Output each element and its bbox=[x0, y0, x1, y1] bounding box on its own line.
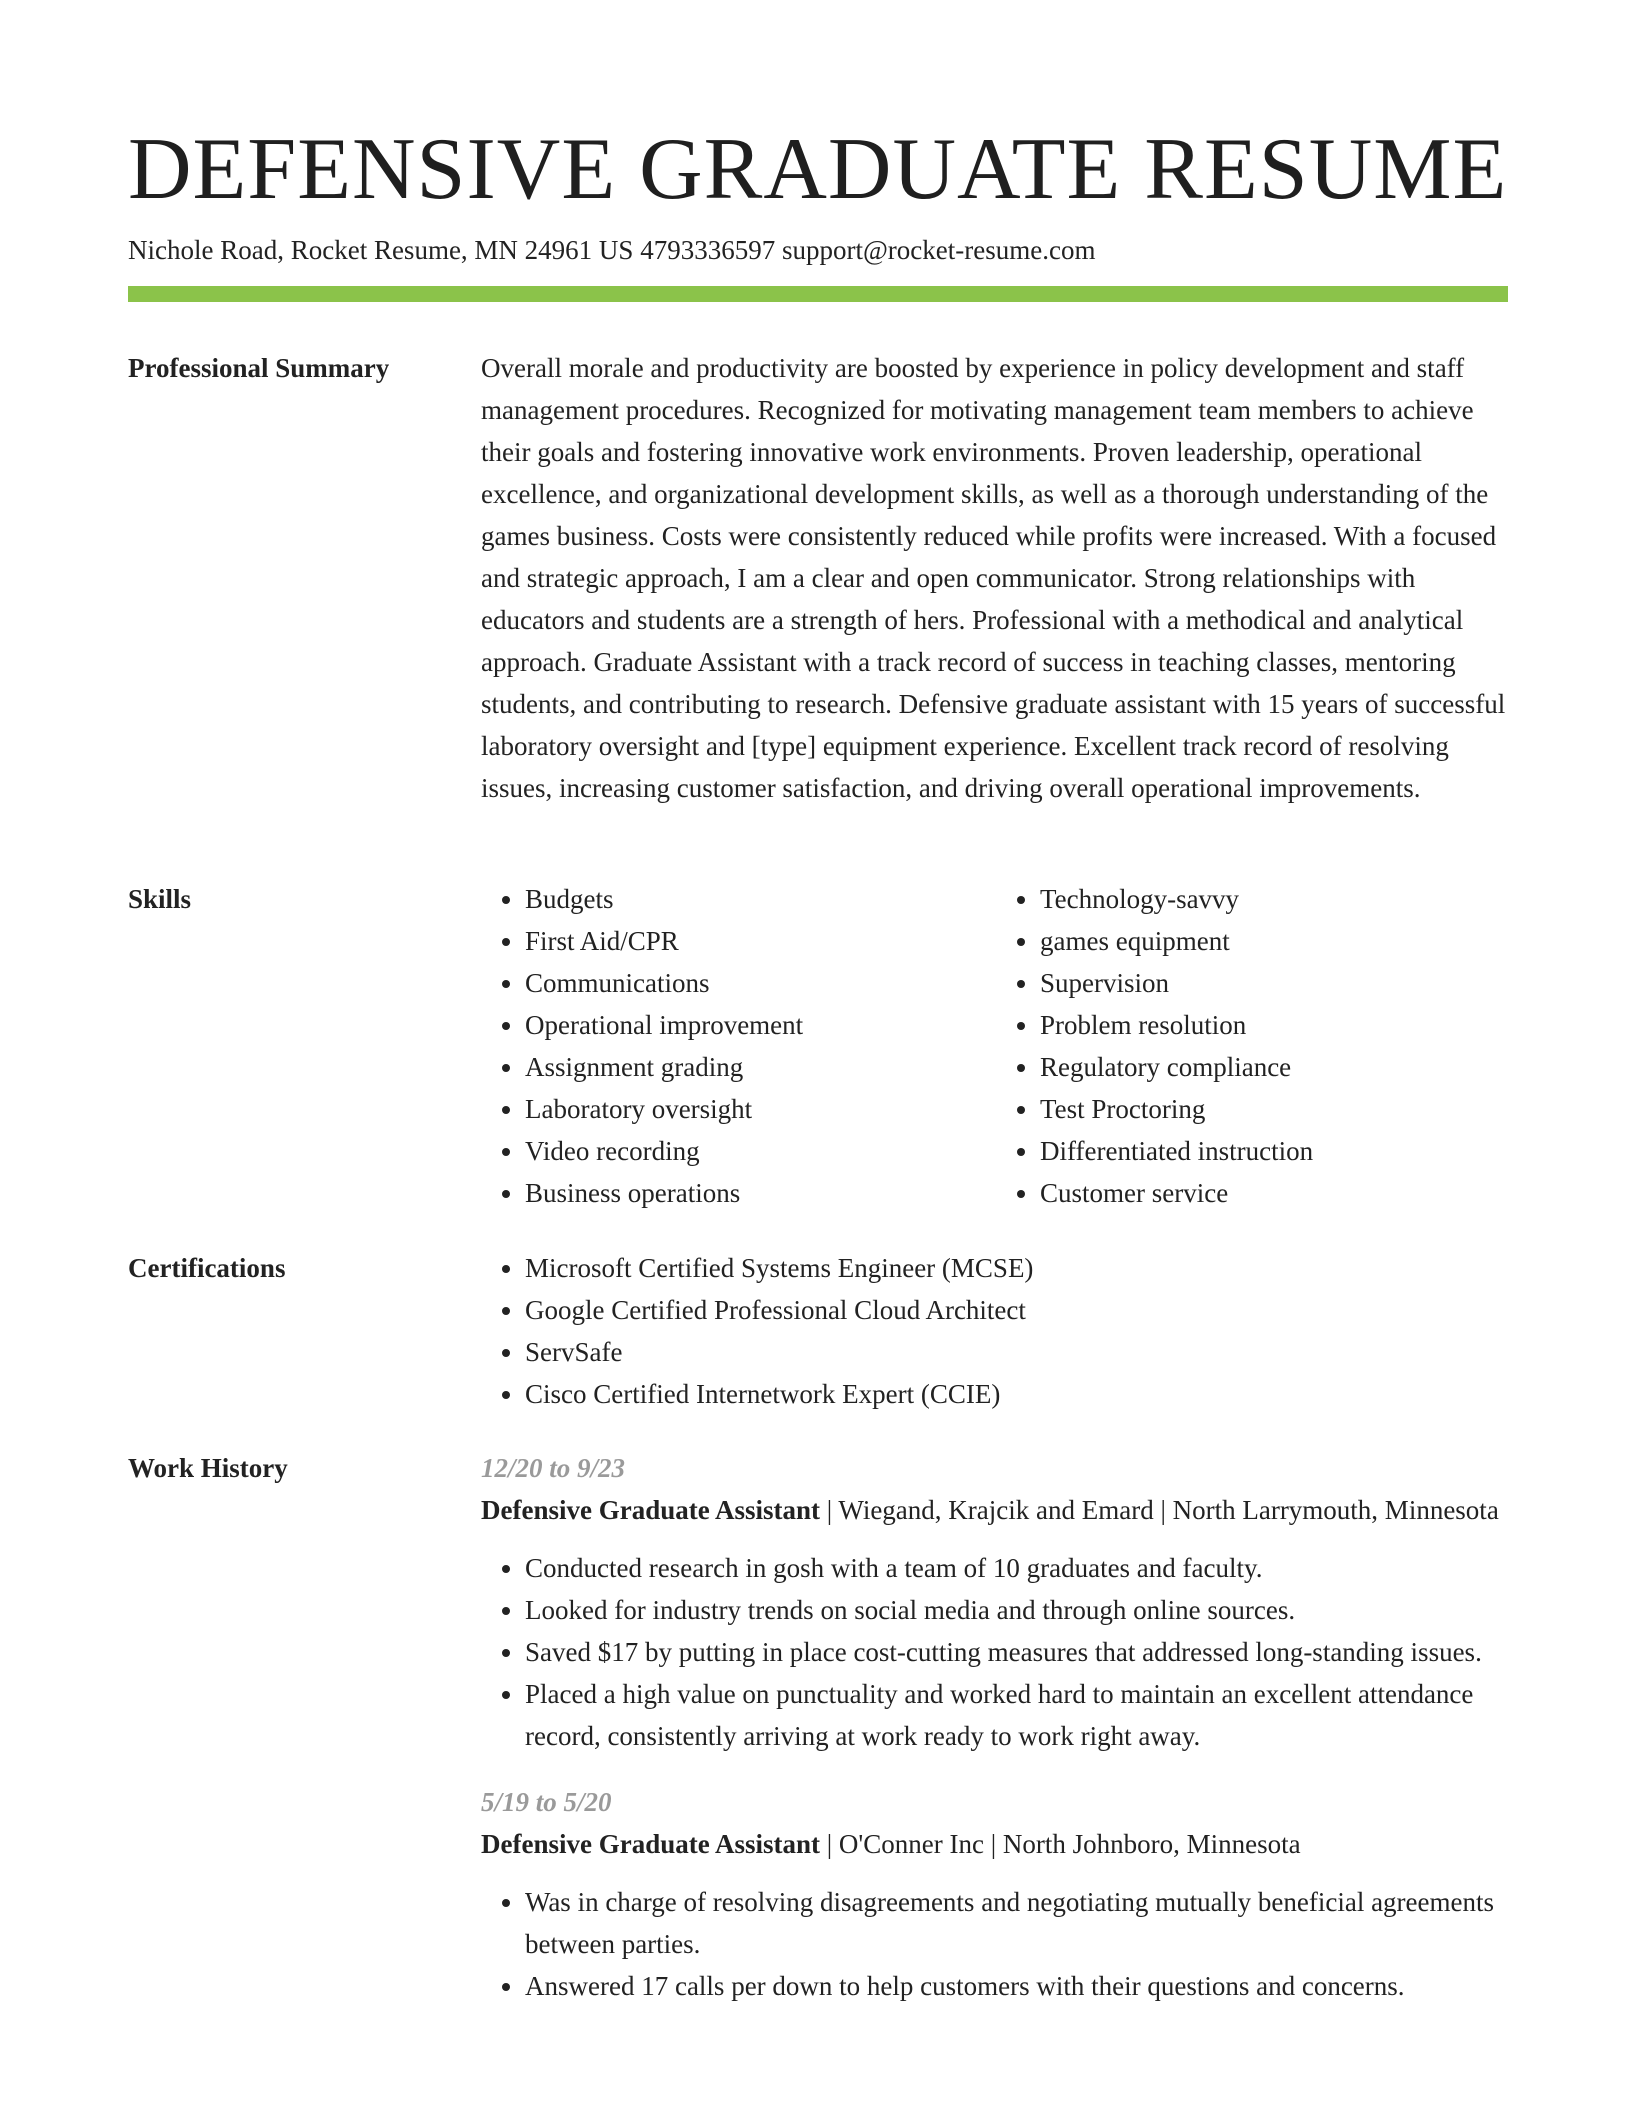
contact-line: Nichole Road, Rocket Resume, MN 24961 US 4793336597 support@rocket-resume.com bbox=[128, 235, 1096, 265]
list-item: • Business operations bbox=[525, 1172, 996, 1214]
list-item: • Microsoft Certified Systems Engineer (MCSE) bbox=[525, 1247, 1511, 1289]
list-item: • Assignment grading bbox=[525, 1046, 996, 1088]
skills-body bbox=[481, 878, 1511, 1214]
job-title: Defensive Graduate Assistant bbox=[481, 1829, 820, 1859]
list-item: • Google Certified Professional Cloud Architect bbox=[525, 1289, 1511, 1331]
list-item: • Laboratory oversight bbox=[525, 1088, 996, 1130]
section-label-summary: Professional Summary bbox=[128, 353, 390, 383]
list-item: • First Aid/CPR bbox=[525, 920, 996, 962]
list-item: • Budgets bbox=[525, 878, 996, 920]
certifications-list bbox=[481, 1247, 1511, 1415]
list-item: • Looked for industry trends on social media and through online sources. bbox=[525, 1589, 1511, 1631]
list-item: • Problem resolution bbox=[1040, 1004, 1511, 1046]
list-item: • Test Proctoring bbox=[1040, 1088, 1511, 1130]
job-entry bbox=[481, 1447, 1511, 1757]
list-item: • Cisco Certified Internetwork Expert (CCIE) bbox=[525, 1373, 1511, 1415]
job-bullets bbox=[481, 1881, 1511, 2007]
list-item: • ServSafe bbox=[525, 1331, 1511, 1373]
list-item: • Saved $17 by putting in place cost-cutting measures that addressed long-standing issues. bbox=[525, 1631, 1511, 1673]
list-item: • Regulatory compliance bbox=[1040, 1046, 1511, 1088]
job-title: Defensive Graduate Assistant bbox=[481, 1495, 820, 1525]
job-details: | Wiegand, Krajcik and Emard | North Larrymouth, Minnesota bbox=[820, 1495, 1499, 1525]
job-entry bbox=[481, 1781, 1511, 2007]
list-item: • Answered 17 calls per down to help customers with their questions and concerns. bbox=[525, 1965, 1511, 2007]
resume-title: DEFENSIVE GRADUATE RESUME bbox=[128, 121, 1508, 218]
header-divider bbox=[128, 286, 1508, 302]
list-item: • Conducted research in gosh with a team of 10 graduates and faculty. bbox=[525, 1547, 1511, 1589]
skills-list-left bbox=[481, 878, 996, 1214]
list-item: • Placed a high value on punctuality and worked hard to maintain an excellent attendance record, consistently arriving at work ready to work right away. bbox=[525, 1673, 1511, 1757]
list-item: • Customer service bbox=[1040, 1172, 1511, 1214]
summary-body bbox=[481, 347, 1511, 809]
summary-text: Overall morale and productivity are boosted by experience in policy development and staff management procedures. Recognized for motivating management team members to achieve their goals and fostering innovative work environments. Proven leadership, operational excellence, and organizational development skills, as well as a thorough understanding of the games business. Costs were consistently reduced while profits were increased. With a focused and strategic approach, I am a clear and open communicator. Strong relationships with educators and students are a strength of hers. Professional with a methodical and analytical approach. Graduate Assistant with a track record of success in teaching classes, mentoring students, and contributing to research. Defensive graduate assistant with 15 years of successful laboratory oversight and [type] equipment experience. Excellent track record of resolving issues, increasing customer satisfaction, and driving overall operational improvements. bbox=[481, 353, 1506, 803]
list-item: • Differentiated instruction bbox=[1040, 1130, 1511, 1172]
work-history-body bbox=[481, 1447, 1511, 2031]
job-details: | O'Conner Inc | North Johnboro, Minnesota bbox=[820, 1829, 1301, 1859]
list-item: • Operational improvement bbox=[525, 1004, 996, 1046]
list-item: • Supervision bbox=[1040, 962, 1511, 1004]
list-item: • games equipment bbox=[1040, 920, 1511, 962]
list-item: • Communications bbox=[525, 962, 996, 1004]
job-dates: 12/20 to 9/23 bbox=[481, 1453, 626, 1483]
job-dates: 5/19 to 5/20 bbox=[481, 1787, 612, 1817]
skills-list-right bbox=[996, 878, 1511, 1214]
job-bullets bbox=[481, 1547, 1511, 1757]
section-label-certifications: Certifications bbox=[128, 1253, 286, 1283]
job-heading bbox=[481, 1823, 1511, 1865]
job-heading bbox=[481, 1489, 1511, 1531]
list-item: • Was in charge of resolving disagreements and negotiating mutually beneficial agreements between parties. bbox=[525, 1881, 1511, 1965]
list-item: • Video recording bbox=[525, 1130, 996, 1172]
section-label-work-history: Work History bbox=[128, 1453, 288, 1483]
list-item: • Technology-savvy bbox=[1040, 878, 1511, 920]
certifications-body bbox=[481, 1247, 1511, 1415]
section-label-skills: Skills bbox=[128, 884, 192, 914]
